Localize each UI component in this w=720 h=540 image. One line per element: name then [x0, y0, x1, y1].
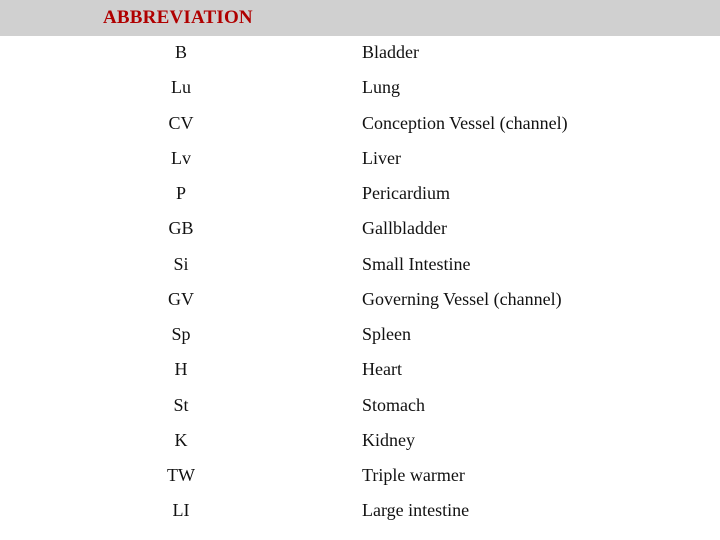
- list-item: [0, 36, 720, 71]
- abbreviation-meaning: Gallbladder: [362, 218, 447, 239]
- abbreviation-meaning: Governing Vessel (channel): [362, 288, 562, 309]
- abbreviation-meaning: Kidney: [362, 429, 415, 450]
- abbreviation-code: Si: [173, 253, 189, 274]
- list-item: [0, 212, 720, 247]
- abbreviation-meaning: Liver: [362, 147, 401, 168]
- list-item: [0, 71, 720, 106]
- abbreviation-code: GB: [168, 218, 194, 239]
- abbreviation-code: Lu: [171, 77, 191, 98]
- abbreviation-code: GV: [168, 288, 194, 309]
- list-item: [0, 424, 720, 459]
- abbreviation-code: B: [174, 42, 188, 62]
- abbreviation-meaning: Conception Vessel (channel): [362, 112, 568, 133]
- abbreviation-meaning: Large intestine: [362, 500, 470, 521]
- header-bar: [0, 0, 720, 36]
- abbreviation-meaning: Spleen: [362, 324, 411, 344]
- list-item: [0, 177, 720, 212]
- abbreviation-code: K: [174, 429, 188, 450]
- abbreviation-meaning: Pericardium: [362, 183, 450, 203]
- list-item: [0, 142, 720, 177]
- abbreviation-code: Lv: [171, 147, 191, 168]
- list-item: [0, 494, 720, 529]
- abbreviation-code: Sp: [171, 324, 191, 344]
- list-item: [0, 459, 720, 494]
- abbreviation-code: P: [175, 183, 187, 203]
- abbreviation-code: TW: [167, 465, 195, 485]
- list-item: [0, 389, 720, 424]
- list-item: [0, 283, 720, 318]
- abbreviation-meaning: Bladder: [362, 42, 419, 62]
- abbreviation-meaning: Triple warmer: [362, 465, 465, 485]
- abbreviation-meaning: Heart: [362, 359, 402, 380]
- abbreviation-list: [0, 36, 720, 530]
- list-item: [0, 107, 720, 142]
- list-item: [0, 353, 720, 388]
- abbreviation-code: St: [173, 394, 189, 415]
- list-item: [0, 248, 720, 283]
- abbreviation-code: CV: [168, 112, 194, 133]
- abbreviation-meaning: Stomach: [362, 394, 425, 415]
- abbreviation-meaning: Small Intestine: [362, 253, 471, 274]
- abbreviation-code: H: [174, 359, 188, 380]
- list-item: [0, 318, 720, 353]
- abbreviation-meaning: Lung: [362, 77, 400, 98]
- page-title: ABBREVIATION: [103, 7, 253, 28]
- abbreviation-code: LI: [172, 500, 190, 521]
